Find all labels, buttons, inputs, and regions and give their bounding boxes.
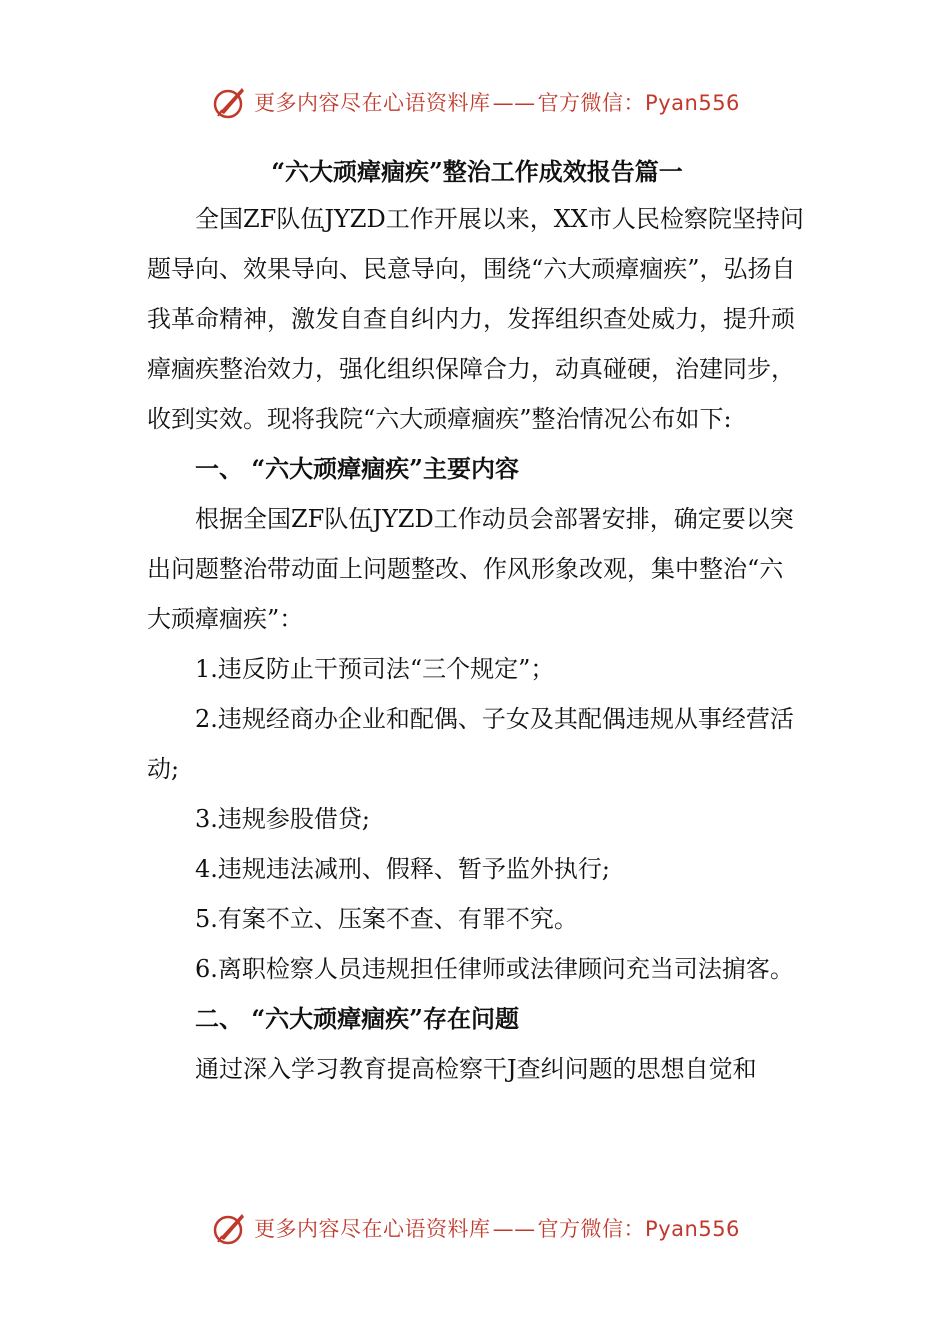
section-2-paragraph: 通过深入学习教育提高检察干J查纠问题的思想自觉和 [195,1055,757,1083]
intro-paragraph: 全国ZF队伍JYZD工作开展以来，XX市人民检察院坚持问题导向、效果导向、民意导向，围绕“六大顽瘴痼疾”，弘扬自我革命精神，激发自查自纠内力，发挥组织查处威力，提升顽瘴痼疾整治效力，强化组织保障合力，动真碰硬，治建同步，收到实效。现将我院“六大顽瘴痼疾”整治情况公布如下: [147,205,804,433]
watermark-text: 更多内容尽在心语资料库——官方微信：Pyan556 [254,1217,740,1241]
watermark-banner-top [0,80,950,124]
watermark-banner-bottom [0,1206,950,1250]
document-title: “六大顽瘴痼疾”整治工作成效报告篇一 [271,157,683,186]
list-item: 6.离职检察人员违规担任律师或法律顾问充当司法掮客。 [195,955,794,983]
list-item: 3.违规参股借贷; [195,805,370,833]
quill-seal-icon [210,1208,250,1248]
watermark-text: 更多内容尽在心语资料库——官方微信：Pyan556 [254,91,740,115]
document-body [147,150,807,1094]
section-1-paragraph: 根据全国ZF队伍JYZD工作动员会部署安排，确定要以突出问题整治带动面上问题整改、作风形象改观，集中整治“六大顽瘴痼疾”： [147,505,794,633]
list-item: 5.有案不立、压案不查、有罪不究。 [195,905,578,933]
list-item: 1.违反防止干预司法“三个规定”； [195,655,555,683]
section-2-heading: 二、 “六大顽瘴痼疾”存在问题 [195,1004,519,1033]
list-item: 2.违规经商办企业和配偶、子女及其配偶违规从事经营活动; [147,705,794,783]
list-item: 4.违规违法减刑、假释、暂予监外执行; [195,855,610,883]
section-1-heading: 一、 “六大顽瘴痼疾”主要内容 [195,454,519,483]
quill-seal-icon [210,82,250,122]
